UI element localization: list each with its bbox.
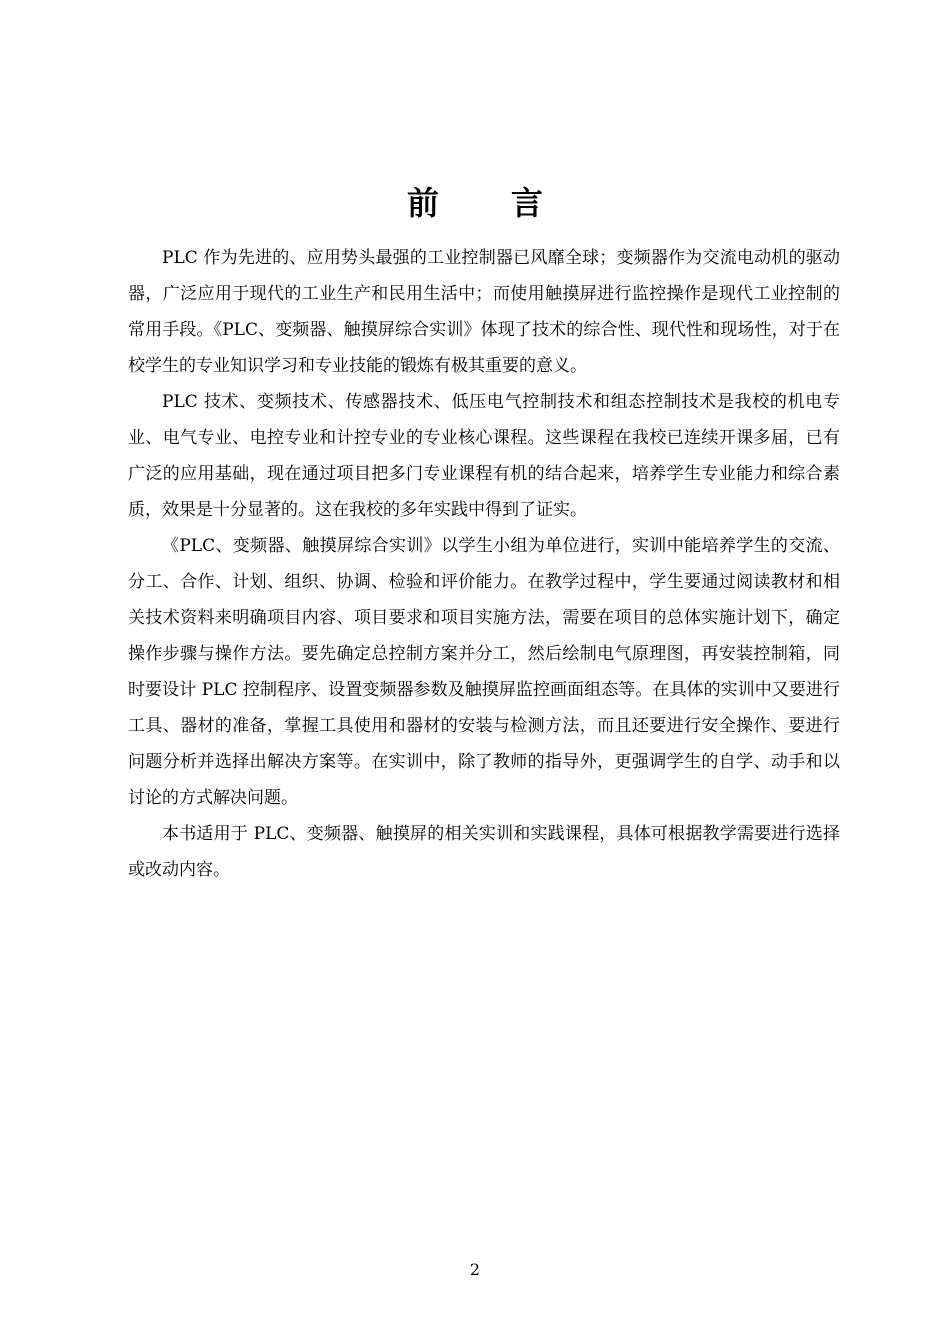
page-title-char-2: 言	[511, 184, 544, 223]
paragraph-3: 《PLC、变频器、触摸屏综合实训》以学生小组为单位进行，实训中能培养学生的交流、分工、合作、计划、组织、协调、检验和评价能力。在教学过程中，学生要通过阅读教材和相关技术资料来明确项目内容、项目要求和项目实施方法，需要在项目的总体实施计划下，确定操作步骤与操作方法。要先确定总控制方案并分工，然后绘制电气原理图，再安装控制箱，同时要设计 PLC 控制程序、设置变频器参数及触摸屏监控画面组态等。在具体的实训中又要进行工具、器材的准备，掌握工具使用和器材的安装与检测方法，而且还要进行安全操作、要进行问题分析并选择出解决方案等。在实训中，除了教师的指导外，更强调学生的自学、动手和以讨论的方式解决问题。	[128, 536, 840, 808]
paragraph-1: PLC 作为先进的、应用势头最强的工业控制器已风靡全球；变频器作为交流电动机的驱动器，广泛应用于现代的工业生产和民用生活中；而使用触摸屏进行监控操作是现代工业控制的常用手段。《PLC、变频器、触摸屏综合实训》体现了技术的综合性、现代性和现场性，对于在校学生的专业知识学习和专业技能的锻炼有极其重要的意义。	[128, 248, 840, 376]
page-title-char-1: 前	[406, 184, 439, 223]
paragraph-2: PLC 技术、变频技术、传感器技术、低压电气控制技术和组态控制技术是我校的机电专业、电气专业、电控专业和计控专业的专业核心课程。这些课程在我校已连续开课多届，已有广泛的应用基础，现在通过项目把多门专业课程有机的结合起来，培养学生专业能力和综合素质，效果是十分显著的。这在我校的多年实践中得到了证实。	[128, 392, 840, 520]
paragraph-4: 本书适用于 PLC、变频器、触摸屏的相关实训和实践课程，具体可根据教学需要进行选择或改动内容。	[128, 824, 840, 880]
preface-body	[128, 240, 840, 888]
page-title	[0, 181, 950, 225]
page-number: 2	[469, 1260, 481, 1279]
